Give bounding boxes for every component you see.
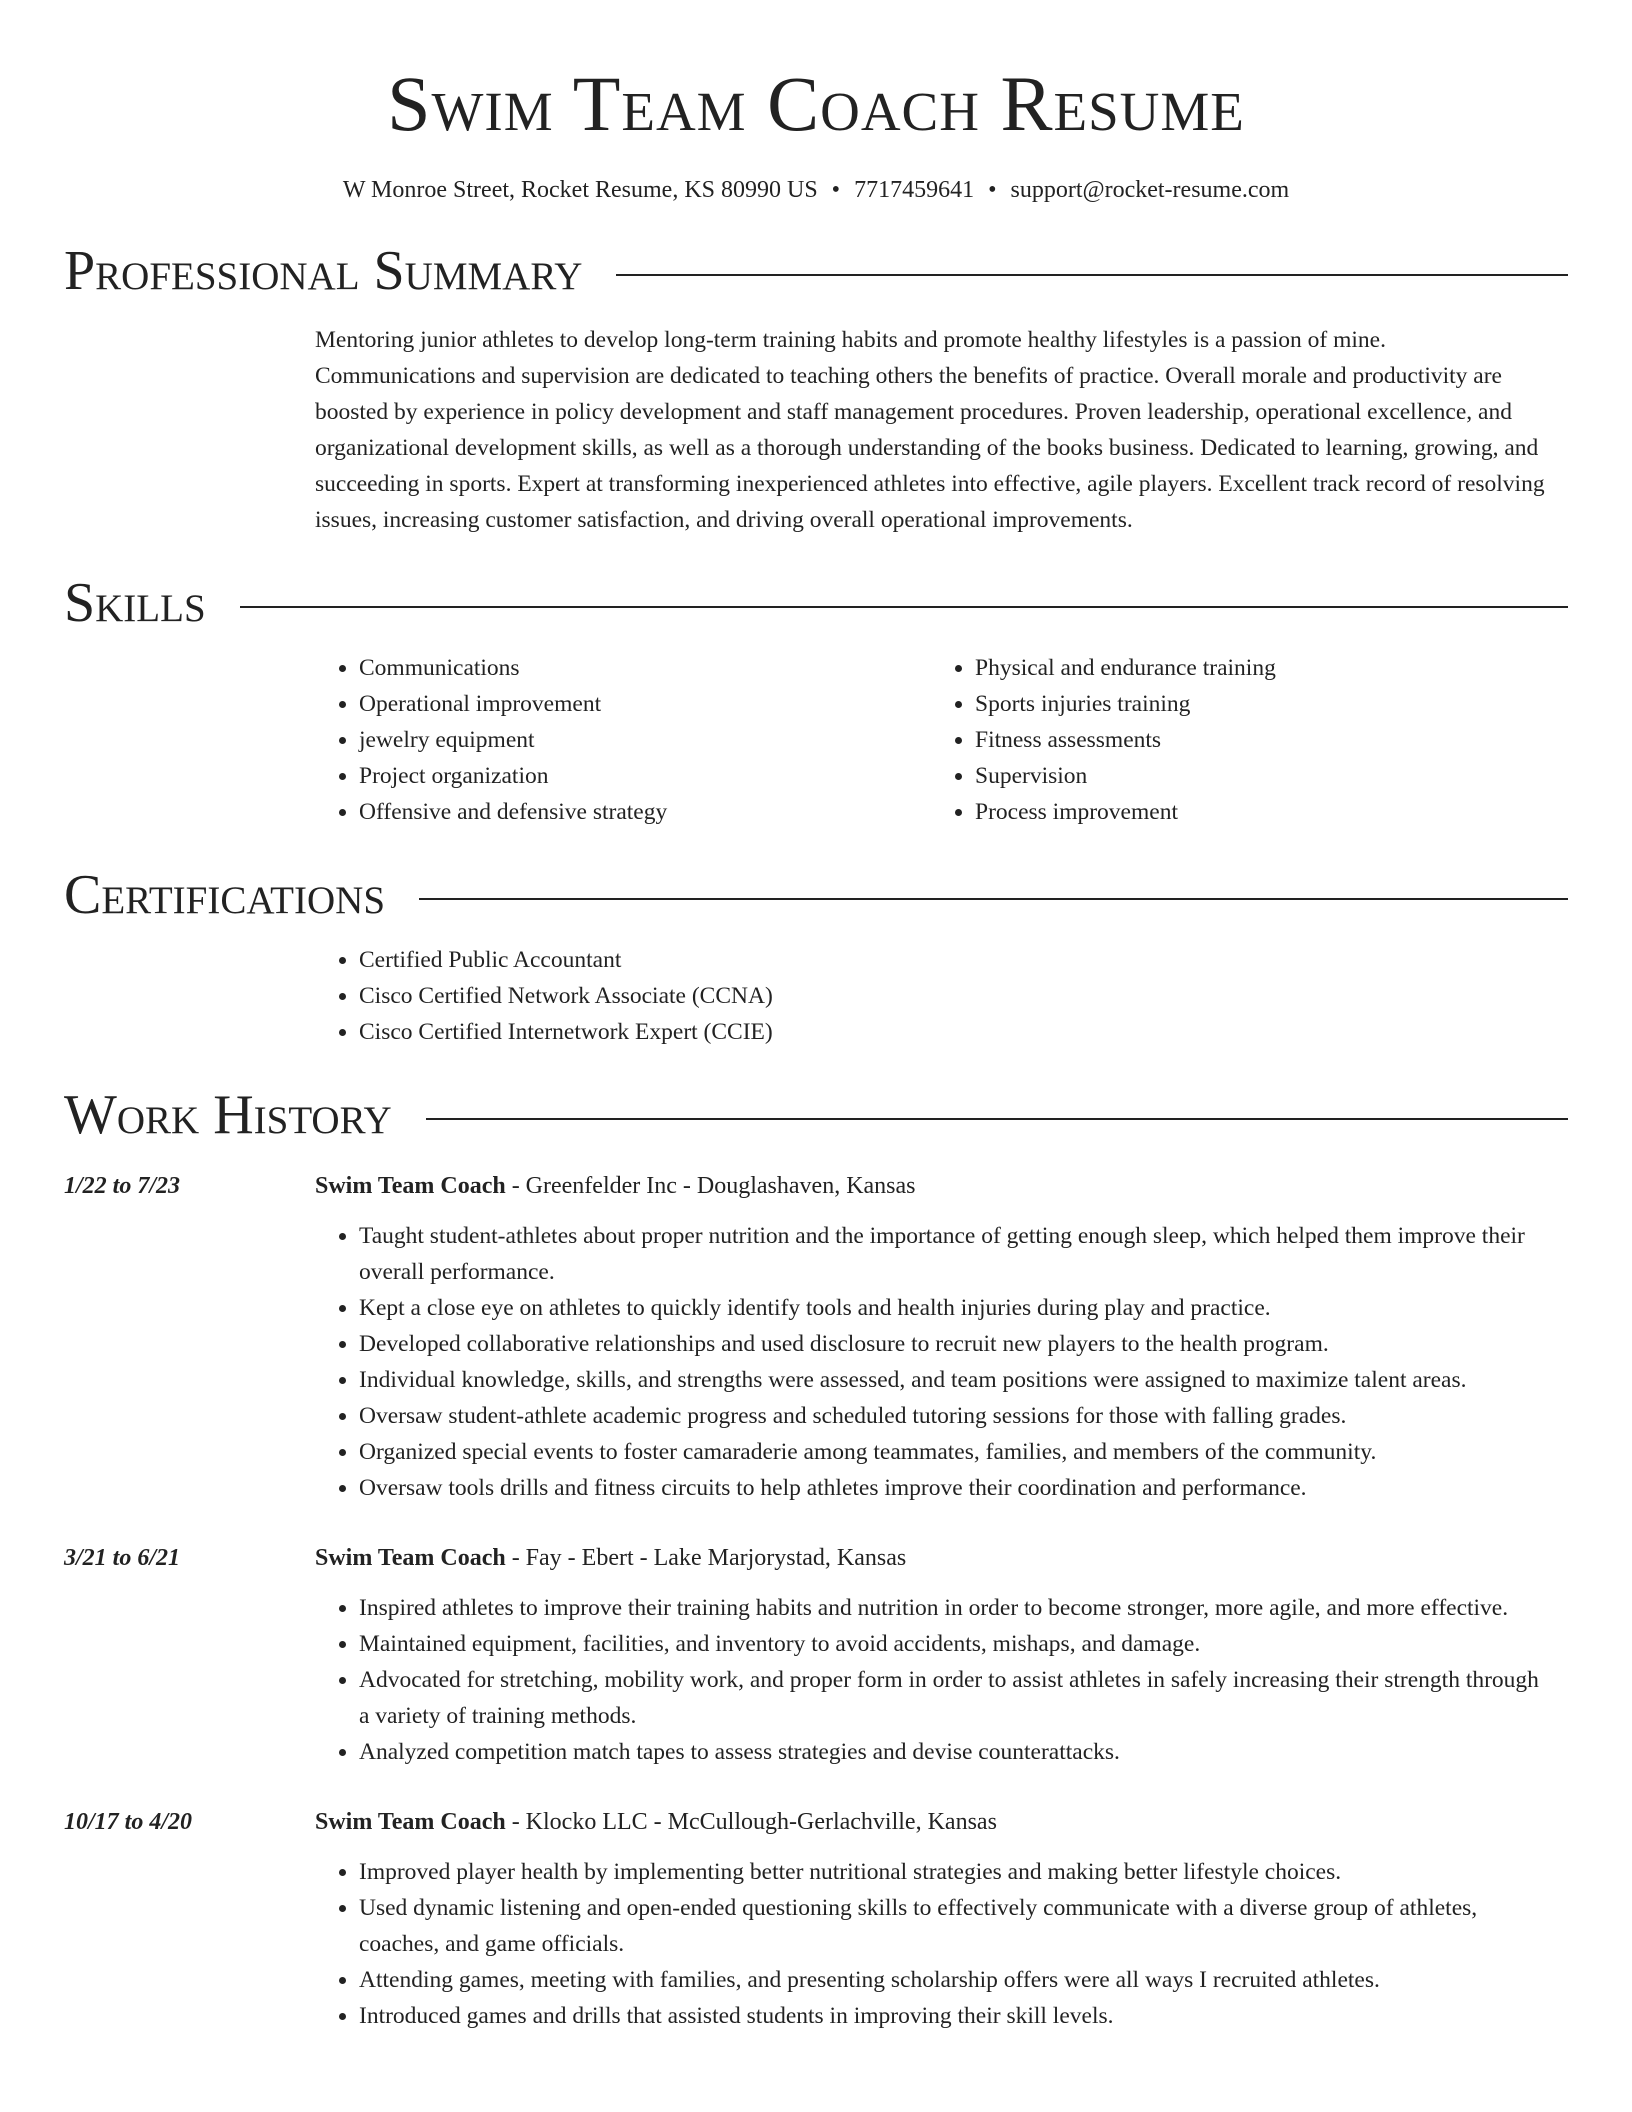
- job-bullets: [315, 1854, 1552, 2034]
- job-dates: 10/17 to 4/20: [64, 1809, 193, 1835]
- section-title-work-history: Work History: [64, 1084, 392, 1146]
- skill-item: • Supervision: [975, 758, 1547, 794]
- skill-item: • jewelry equipment: [359, 722, 931, 758]
- skill-item: • Sports injuries training: [975, 686, 1547, 722]
- skill-item: • Process improvement: [975, 794, 1547, 830]
- contact-phone: 7717459641: [854, 177, 975, 203]
- job-bullet: • Taught student-athletes about proper nutrition and the importance of getting enough sleep, which helped them improve their overall performance.: [359, 1218, 1552, 1290]
- contact-email: support@rocket-resume.com: [1010, 177, 1290, 203]
- job-bullet: • Improved player health by implementing better nutritional strategies and making better lifestyle choices.: [359, 1854, 1552, 1890]
- job-bullet: • Organized special events to foster camaraderie among teammates, families, and members of the community.: [359, 1434, 1552, 1470]
- job-bullet: • Oversaw student-athlete academic progress and scheduled tutoring sessions for those with falling grades.: [359, 1398, 1552, 1434]
- certifications-list: [315, 942, 1552, 1050]
- section-divider: [426, 1118, 1568, 1120]
- job-bullet: • Oversaw tools drills and fitness circuits to help athletes improve their coordination and performance.: [359, 1470, 1552, 1506]
- job-entry: [64, 1804, 1568, 2034]
- section-divider: [419, 898, 1568, 900]
- job-bullet: • Kept a close eye on athletes to quickly identify tools and health injuries during play and practice.: [359, 1290, 1552, 1326]
- skill-item: • Communications: [359, 650, 931, 686]
- contact-line: [64, 174, 1568, 206]
- contact-separator: •: [988, 177, 997, 203]
- job-bullets: [315, 1218, 1552, 1506]
- job-bullet: • Attending games, meeting with families, and presenting scholarship offers were all ways I recruited athletes.: [359, 1962, 1552, 1998]
- summary-text: Mentoring junior athletes to develop long-term training habits and promote healthy lifestyles is a passion of mine. Communications and supervision are dedicated to teaching others the benefits of practice. Overall morale and productivity are boosted by experience in policy development and staff management procedures. Proven leadership, operational excellence, and organizational development skills, as well as a thorough understanding of the books business. Dedicated to learning, growing, and succeeding in sports. Expert at transforming inexperienced athletes into effective, agile players. Excellent track record of resolving issues, increasing customer satisfaction, and driving overall operational improvements.: [315, 327, 1545, 533]
- job-bullet: • Maintained equipment, facilities, and inventory to avoid accidents, mishaps, and damage.: [359, 1626, 1552, 1662]
- job-employer-location: - Klocko LLC - McCullough-Gerlachville, Kansas: [505, 1809, 997, 1835]
- contact-address: W Monroe Street, Rocket Resume, KS 80990 US: [342, 177, 818, 203]
- job-dates: 1/22 to 7/23: [64, 1173, 181, 1199]
- skills-column-left: [315, 650, 931, 830]
- job-bullet: • Individual knowledge, skills, and strengths were assessed, and team positions were assigned to maximize talent areas.: [359, 1362, 1552, 1398]
- resume-title: Swim Team Coach Resume: [387, 60, 1245, 147]
- certification-item: • Cisco Certified Internetwork Expert (CCIE): [359, 1014, 1552, 1050]
- contact-separator: •: [831, 177, 841, 203]
- job-heading: [315, 1540, 1552, 1576]
- skills-column-right: [931, 650, 1547, 830]
- certification-item: • Certified Public Accountant: [359, 942, 1552, 978]
- skills-list: [315, 650, 1552, 830]
- section-title-skills: Skills: [64, 572, 206, 634]
- job-role: Swim Team Coach: [315, 1173, 506, 1199]
- skill-item: • Operational improvement: [359, 686, 931, 722]
- job-employer-location: - Greenfelder Inc - Douglashaven, Kansas: [505, 1173, 916, 1199]
- job-body: [315, 1540, 1552, 1770]
- job-body: [315, 1804, 1552, 2034]
- certification-item: • Cisco Certified Network Associate (CCNA): [359, 978, 1552, 1014]
- job-bullet: • Introduced games and drills that assisted students in improving their skill levels.: [359, 1998, 1552, 2034]
- section-header-summary: [64, 236, 1568, 306]
- job-body: [315, 1168, 1552, 1506]
- job-bullet: • Advocated for stretching, mobility work, and proper form in order to assist athletes in safely increasing their strength through a variety of training methods.: [359, 1662, 1552, 1734]
- job-role: Swim Team Coach: [315, 1545, 506, 1571]
- job-heading: [315, 1168, 1552, 1204]
- section-header-skills: [64, 568, 1568, 638]
- job-bullet: • Analyzed competition match tapes to assess strategies and devise counterattacks.: [359, 1734, 1552, 1770]
- job-role: Swim Team Coach: [315, 1809, 506, 1835]
- skill-item: • Offensive and defensive strategy: [359, 794, 931, 830]
- section-header-work-history: [64, 1080, 1568, 1150]
- job-bullets: [315, 1590, 1552, 1770]
- section-header-certifications: [64, 860, 1568, 930]
- job-bullet: • Used dynamic listening and open-ended questioning skills to effectively communicate with a diverse group of athletes, coaches, and game officials.: [359, 1890, 1552, 1962]
- section-title-certifications: Certifications: [64, 864, 386, 926]
- job-bullet: • Inspired athletes to improve their training habits and nutrition in order to become stronger, more agile, and more effective.: [359, 1590, 1552, 1626]
- skill-item: • Project organization: [359, 758, 931, 794]
- job-entry: [64, 1540, 1568, 1770]
- skill-item: • Fitness assessments: [975, 722, 1547, 758]
- job-bullet: • Developed collaborative relationships and used disclosure to recruit new players to the health program.: [359, 1326, 1552, 1362]
- job-heading: [315, 1804, 1552, 1840]
- skill-item: • Physical and endurance training: [975, 650, 1547, 686]
- section-title-summary: Professional Summary: [64, 240, 583, 302]
- job-entry: [64, 1168, 1568, 1506]
- job-employer-location: - Fay - Ebert - Lake Marjorystad, Kansas: [505, 1545, 907, 1571]
- section-divider: [616, 274, 1568, 276]
- job-dates: 3/21 to 6/21: [64, 1545, 181, 1571]
- section-divider: [240, 606, 1568, 608]
